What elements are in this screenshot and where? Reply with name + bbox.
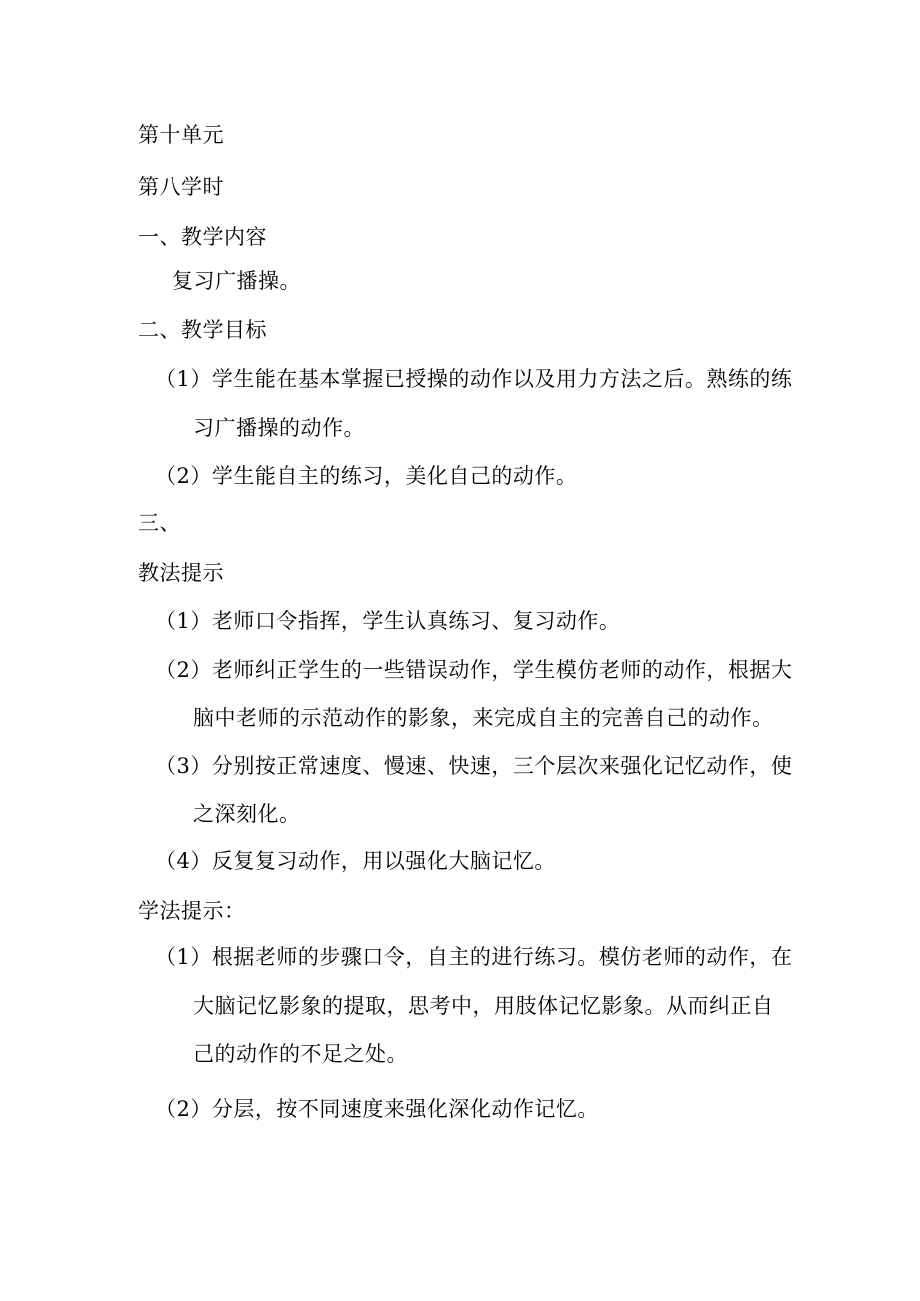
goal-item-1-line-1: （1）学生能在基本掌握已授操的动作以及用力方法之后。熟练的练 [155,367,793,391]
teaching-tip-4: （4）反复复习动作，用以强化大脑记忆。 [155,849,556,873]
section-heading-content: 一、教学内容 [138,225,267,249]
goal-item-2: （2）学生能自主的练习，美化自己的动作。 [155,464,578,488]
learning-tips-heading: 学法提示： [138,899,246,923]
learning-tip-2: （2）分层，按不同速度来强化深化动作记忆。 [155,1097,599,1121]
section-heading-goals: 二、教学目标 [138,318,267,342]
goal-item-1-line-2: 习广播操的动作。 [193,416,365,440]
section-content-text: 复习广播操。 [172,269,301,293]
lesson-title: 第八学时 [138,175,224,199]
teaching-tip-2-line-2: 脑中老师的示范动作的影象，来完成自主的完善自己的动作。 [193,706,774,730]
teaching-tips-heading: 教法提示 [138,561,224,585]
teaching-tip-3-line-2: 之深刻化。 [193,802,301,826]
learning-tip-1-line-3: 己的动作的不足之处。 [193,1042,408,1066]
learning-tip-1-line-1: （1）根据老师的步骤口令，自主的进行练习。模仿老师的动作，在 [155,945,793,969]
section-heading-three: 三、 [138,511,181,535]
unit-title: 第十单元 [138,123,224,147]
teaching-tip-1: （1）老师口令指挥，学生认真练习、复习动作。 [155,609,621,633]
teaching-tip-3-line-1: （3）分别按正常速度、慢速、快速，三个层次来强化记忆动作，使 [155,754,793,778]
teaching-tip-2-line-1: （2）老师纠正学生的一些错误动作，学生模仿老师的动作，根据大 [155,658,793,682]
learning-tip-1-line-2: 大脑记忆影象的提取，思考中，用肢体记忆影象。从而纠正自 [193,994,774,1018]
